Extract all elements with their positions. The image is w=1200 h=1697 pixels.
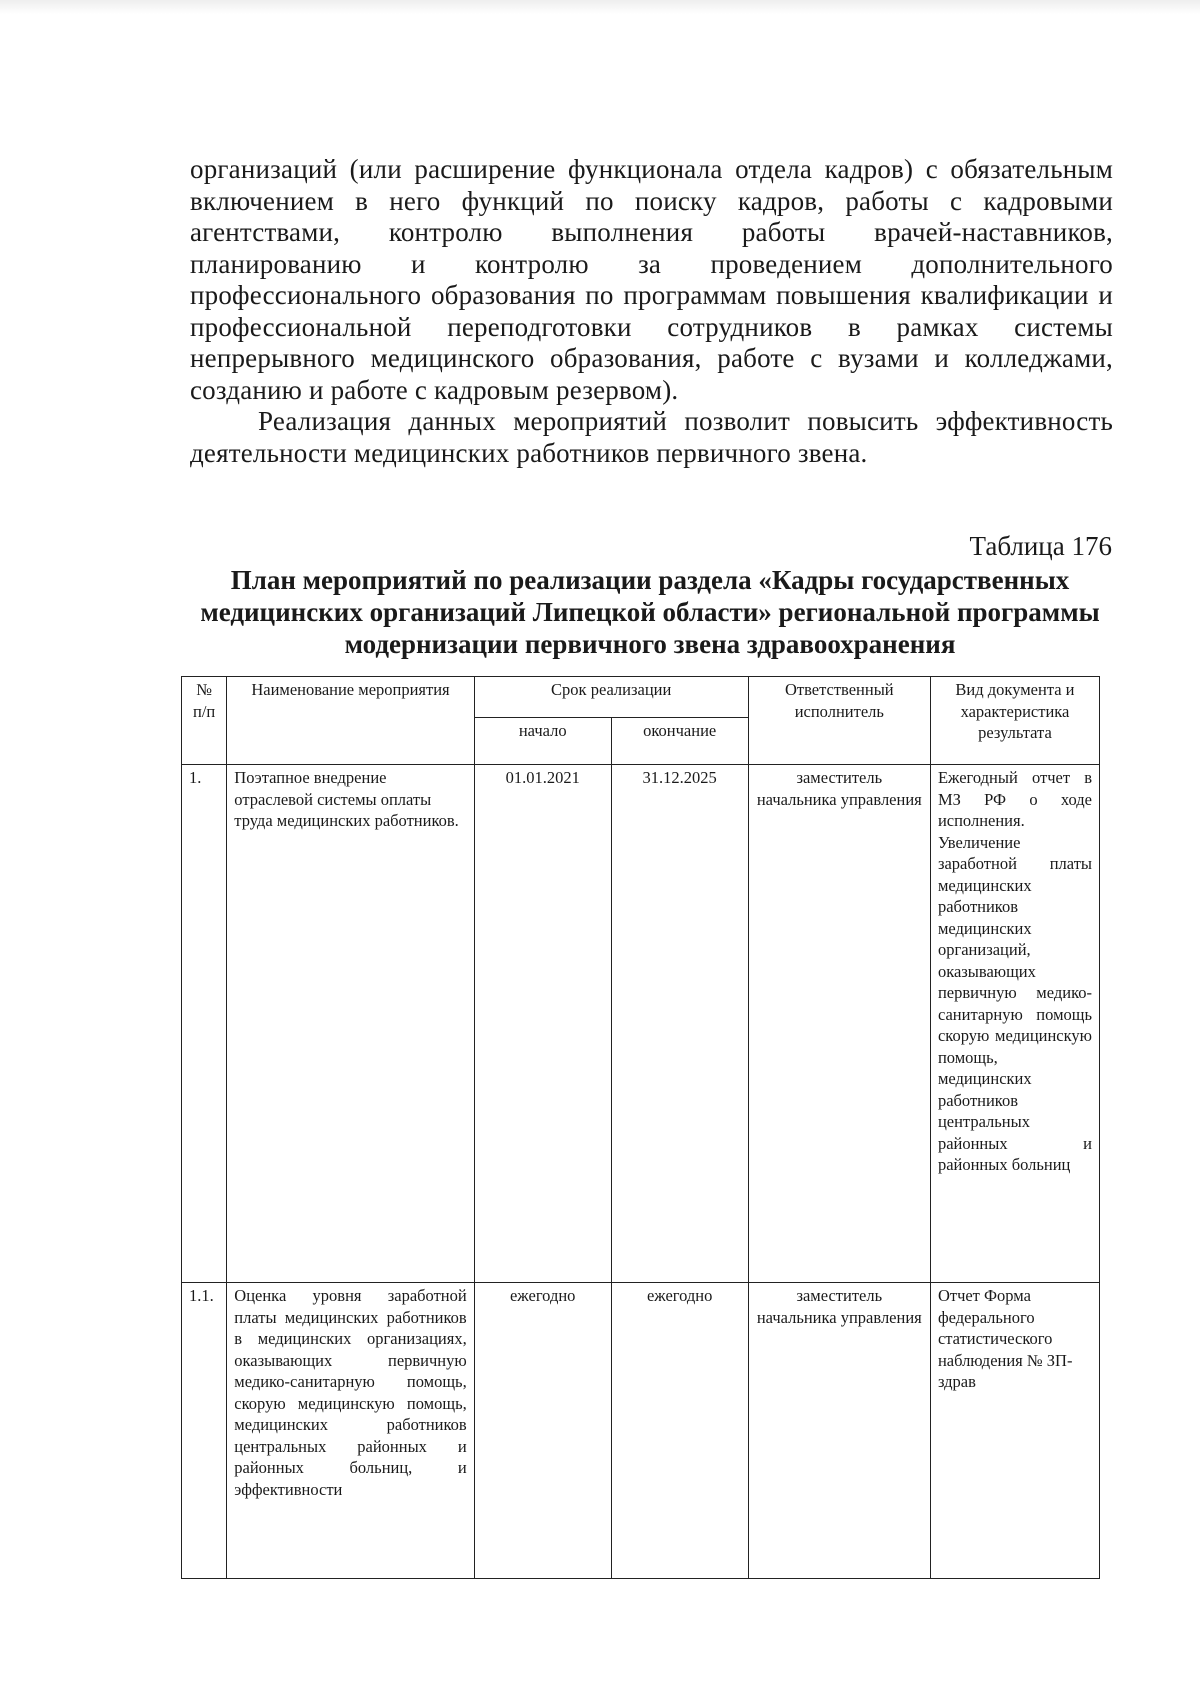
header-responsible: Ответственный исполнитель [748,677,930,765]
cell-start: ежегодно [474,1283,611,1579]
cell-name: Оценка уровня заработной платы медицинских работников в медицинских организациях, оказывающих первичную медико-санитарную помощь, скорую медицинскую помощь, медицинских работников центральных районных и районных больниц, и эффективности [227,1283,474,1579]
table-caption: Таблица 176 [969,531,1112,561]
plan-table [181,676,1100,1579]
cell-responsible: заместитель начальника управления [748,765,930,1283]
header-name: Наименование мероприятия [227,677,474,765]
cell-end: ежегодно [611,1283,748,1579]
table-row [182,1283,1100,1579]
header-period: Срок реализации [474,677,748,718]
body-paragraph-1: организаций (или расширение функционала отдела кадров) с обязательным включением в него функций по поиску кадров, работы с кадровыми агентствами, контролю выполнения работы врачей-наставников, планированию и контролю за проведением дополнительного профессионального образования по программам повышения квалификации и профессиональной переподготовки сотрудников в рамках системы непрерывного медицинского образования, работе с вузами и колледжами, созданию и работе с кадровым резервом). [190,154,1113,405]
body-paragraph-2: Реализация данных мероприятий позволит повысить эффективность деятельности медицинских работников первичного звена. [190,406,1113,468]
header-start: начало [474,718,611,765]
cell-document: Отчет Форма федерального статистического наблюдения № ЗП-здрав [930,1283,1099,1579]
scan-edge [0,0,1200,14]
cell-start: 01.01.2021 [474,765,611,1283]
header-end: окончание [611,718,748,765]
table-header-row [182,677,1100,718]
table-title: План мероприятий по реализации раздела «Кадры государственных медицинских организаций Липецкой области» региональной программы модернизации первичного звена здравоохранения [200,565,1100,659]
table-row [182,765,1100,1283]
cell-end: 31.12.2025 [611,765,748,1283]
cell-num: 1. [182,765,227,1283]
cell-responsible: заместитель начальника управления [748,1283,930,1579]
header-document: Вид документа и характеристика результата [930,677,1099,765]
cell-num: 1.1. [182,1283,227,1579]
cell-name: Поэтапное внедрение отраслевой системы оплаты труда медицинских работников. [227,765,474,1283]
header-num: № п/п [182,677,227,765]
cell-document: Ежегодный отчет в МЗ РФ о ходе исполнения. Увеличение заработной платы медицинских работников медицинских организаций, оказывающих первичную медико-санитарную помощь скорую медицинскую помощь, медицинских работников центральных районных и районных больниц [930,765,1099,1283]
